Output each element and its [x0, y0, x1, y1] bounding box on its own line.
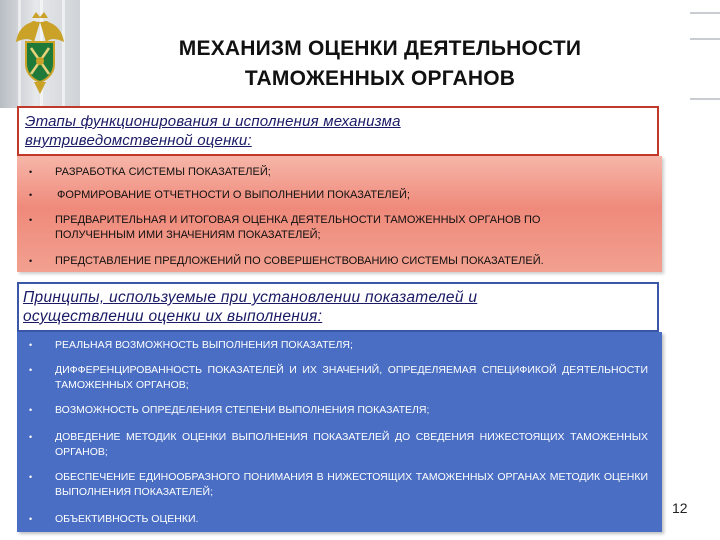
principles-heading [17, 282, 659, 332]
list-item-text: ПРЕДСТАВЛЕНИЕ ПРЕДЛОЖЕНИЙ ПО СОВЕРШЕНСТВОВАНИЮ СИСТЕМЫ ПОКАЗАТЕЛЕЙ. [55, 255, 544, 267]
bullet-icon: • [29, 405, 33, 415]
bullet-icon: • [29, 190, 33, 200]
principles-heading-line: Принципы, используемые при установлении показателей и [23, 289, 478, 306]
page-number: 12 [672, 500, 688, 516]
bullet-icon: • [29, 514, 33, 524]
list-item-text: ОБЪЕКТИВНОСТЬ ОЦЕНКИ. [55, 513, 199, 525]
stages-heading [17, 106, 659, 156]
list-item-text: РАЗРАБОТКА СИСТЕМЫ ПОКАЗАТЕЛЕЙ; [55, 166, 271, 178]
header-rule [690, 12, 720, 14]
list-item-text: ВОЗМОЖНОСТЬ ОПРЕДЕЛЕНИЯ СТЕПЕНИ ВЫПОЛНЕНИЯ ПОКАЗАТЕЛЯ; [55, 404, 430, 416]
principles-list [17, 332, 662, 532]
principles-heading-line: осуществлении оценки их выполнения: [23, 308, 323, 325]
bullet-icon: • [29, 215, 33, 225]
list-item-text: ФОРМИРОВАНИЕ ОТЧЕТНОСТИ О ВЫПОЛНЕНИИ ПОКАЗАТЕЛЕЙ; [57, 189, 410, 201]
list-item-text: ПРЕДВАРИТЕЛЬНАЯ И ИТОГОВАЯ ОЦЕНКА ДЕЯТЕЛЬНОСТИ ТАМОЖЕННЫХ ОРГАНОВ ПО ПОЛУЧЕННЫМ ИМИ ЗНАЧЕНИЯМ ПОКАЗАТЕЛЕЙ; [55, 214, 541, 241]
bullet-icon: • [29, 256, 33, 266]
header-decor-strip [0, 0, 80, 108]
header-rule [690, 98, 720, 100]
bullet-icon: • [29, 340, 33, 350]
list-item-text: ДИФФЕРЕНЦИРОВАННОСТЬ ПОКАЗАТЕЛЕЙ И ИХ ЗНАЧЕНИЙ, ОПРЕДЕЛЯЕМАЯ СПЕЦИФИКОЙ ДЕЯТЕЛЬНОСТИ ТАМОЖЕННЫХ ОРГАНОВ; [55, 364, 648, 391]
bullet-icon: • [29, 472, 33, 482]
list-item-text: РЕАЛЬНАЯ ВОЗМОЖНОСТЬ ВЫПОЛНЕНИЯ ПОКАЗАТЕЛЯ; [55, 339, 353, 351]
bullet-icon: • [29, 432, 33, 442]
list-item-text: ДОВЕДЕНИЕ МЕТОДИК ОЦЕНКИ ВЫПОЛНЕНИЯ ПОКАЗАТЕЛЕЙ ДО СВЕДЕНИЯ НИЖЕСТОЯЩИХ ТАМОЖЕННЫХ ОРГАНОВ; [55, 431, 648, 458]
list-item-text: ОБЕСПЕЧЕНИЕ ЕДИНООБРАЗНОГО ПОНИМАНИЯ В НИЖЕСТОЯЩИХ ТАМОЖЕННЫХ ОРГАНАХ МЕТОДИК ОЦЕНКИ ВЫПОЛНЕНИЯ ПОКАЗАТЕЛЕЙ; [55, 471, 648, 498]
customs-emblem-icon [14, 12, 66, 96]
slide-title-line: МЕХАНИЗМ ОЦЕНКИ ДЕЯТЕЛЬНОСТИ [178, 37, 582, 60]
bullet-icon: • [29, 167, 33, 177]
stages-heading-line: внутриведомственной оценки: [25, 132, 252, 149]
slide-title-line: ТАМОЖЕННЫХ ОРГАНОВ [244, 67, 516, 90]
stages-list [17, 156, 662, 272]
stages-heading-line: Этапы функционирования и исполнения механизма [25, 113, 401, 130]
bullet-icon: • [29, 365, 33, 375]
slide-title [120, 34, 640, 94]
header-rule [690, 38, 720, 40]
